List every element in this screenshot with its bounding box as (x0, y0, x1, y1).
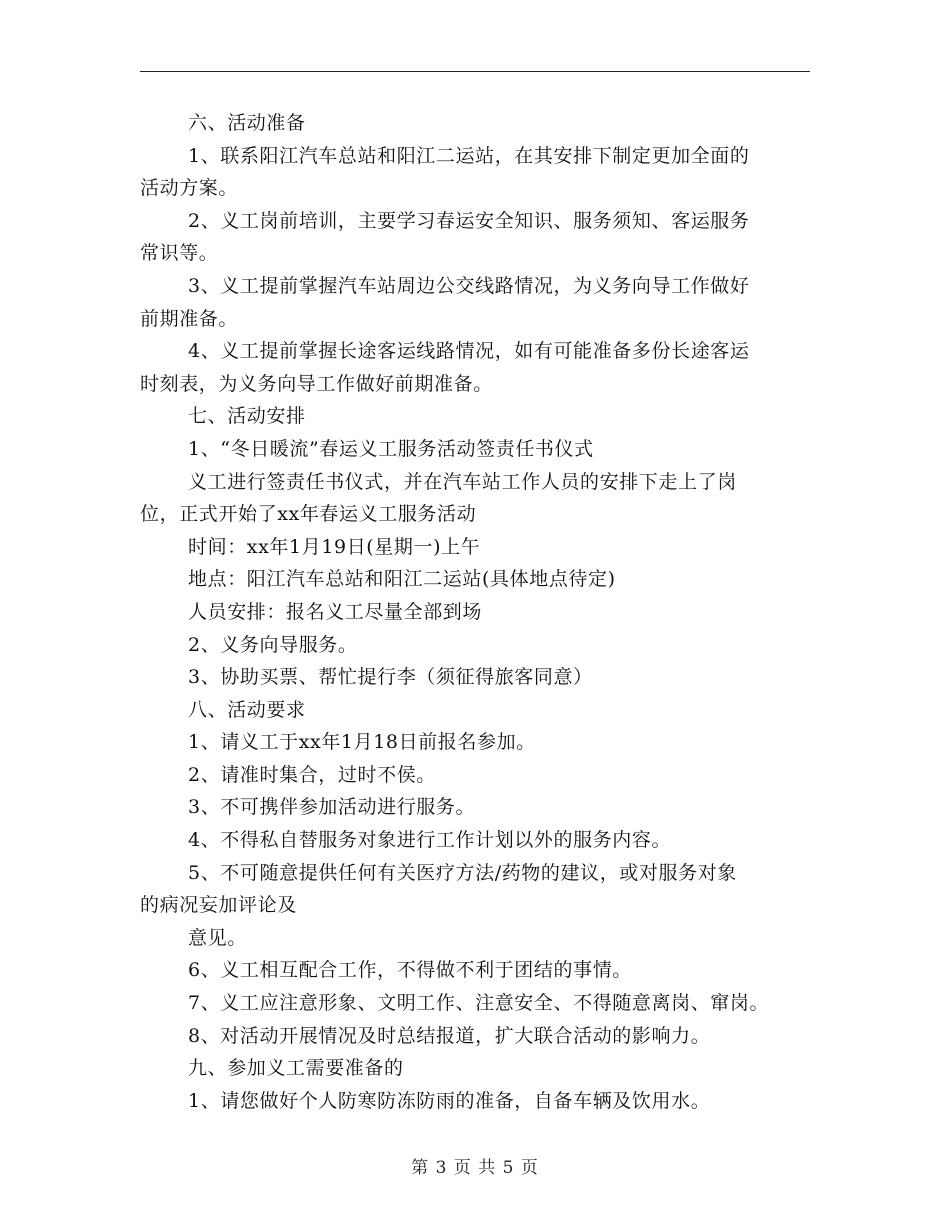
text-line: 4、不得私自替服务对象进行工作计划以外的服务内容。 (188, 829, 672, 852)
text-line: 5、不可随意提供任何有关医疗方法/药物的建议，或对服务对象 (188, 861, 737, 884)
text-line: 3、义工提前掌握汽车站周边公交线路情况，为义务向导工作做好 (188, 274, 750, 297)
text-line: 七、活动安排 (188, 405, 306, 428)
text-line: 六、活动准备 (188, 112, 306, 134)
text-line: 地点：阳江汽车总站和阳江二运站(具体地点待定) (188, 568, 616, 591)
text-line: 7、义工应注意形象、文明工作、注意安全、不得随意离岗、窜岗。 (188, 992, 770, 1015)
text-line: 1、请您做好个人防寒防冻防雨的准备，自备车辆及饮用水。 (188, 1089, 711, 1112)
text-line: 6、义工相互配合工作，不得做不利于团结的事情。 (188, 959, 632, 982)
text-line: 八、活动要求 (188, 698, 306, 721)
text-line: 4、义工提前掌握长途客运线路情况，如有可能准备多份长途客运 (188, 340, 750, 363)
text-line: 位，正式开始了xx年春运义工服务活动 (140, 503, 477, 526)
text-line: 前期准备。 (140, 307, 239, 330)
text-line: 8、对活动开展情况及时总结报道，扩大联合活动的影响力。 (188, 1024, 711, 1047)
header-rule (140, 71, 810, 72)
text-line: 2、请准时集合，过时不侯。 (188, 763, 436, 786)
text-line: 3、不可携伴参加活动进行服务。 (188, 796, 476, 819)
text-line: 2、义务向导服务。 (188, 633, 358, 656)
document-body (140, 107, 830, 1117)
text-line: 九、参加义工需要准备的 (188, 1057, 404, 1080)
text-line: 1、联系阳江汽车总站和阳江二运站，在其安排下制定更加全面的 (188, 144, 750, 167)
text-line: 常识等。 (140, 242, 219, 265)
text-line: 的病况妄加评论及 (140, 894, 297, 917)
text-line: 意见。 (188, 926, 247, 949)
page-footer: 第 3 页 共 5 页 (411, 1158, 539, 1178)
text-line: 1、“冬日暖流”春运义工服务活动签责任书仪式 (188, 437, 594, 460)
text-line: 1、请义工于xx年1月18日前报名参加。 (188, 731, 536, 754)
text-line: 3、协助买票、帮忙提行李（须征得旅客同意） (188, 666, 593, 689)
text-line: 人员安排：报名义工尽量全部到场 (188, 600, 483, 623)
text-line: 活动方案。 (140, 177, 239, 200)
text-line: 时刻表，为义务向导工作做好前期准备。 (140, 372, 493, 395)
text-line: 2、义工岗前培训，主要学习春运安全知识、服务须知、客运服务 (188, 209, 750, 232)
text-line: 时间：xx年1月19日(星期一)上午 (188, 535, 481, 558)
text-line: 义工进行签责任书仪式，并在汽车站工作人员的安排下走上了岗 (188, 470, 737, 493)
